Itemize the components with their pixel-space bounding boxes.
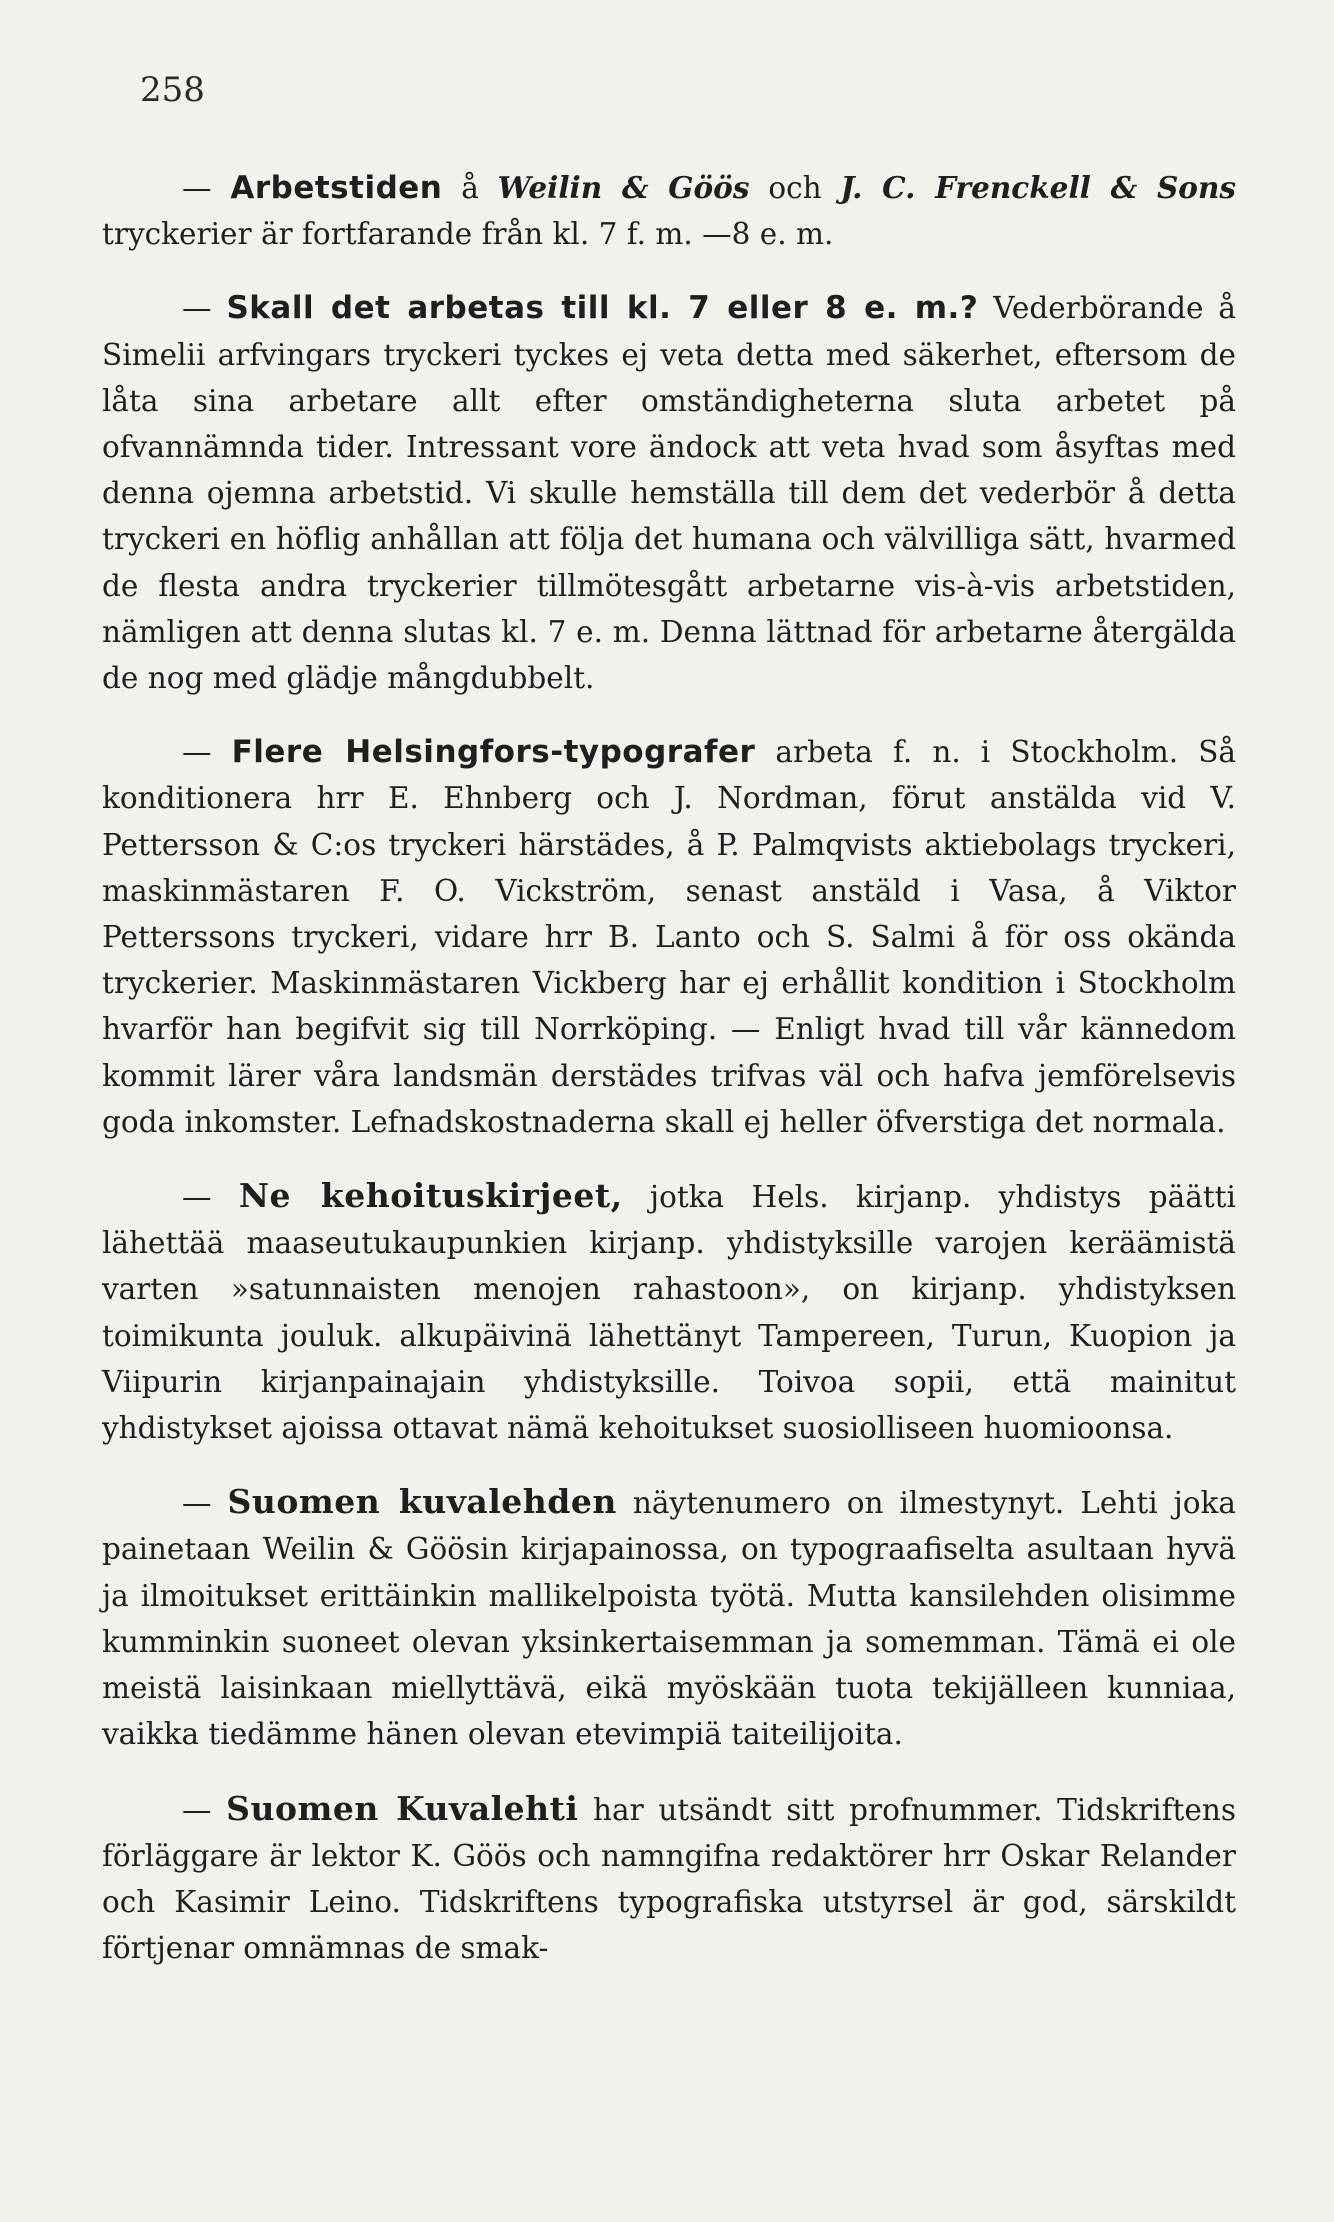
paragraph-dash: — [182,291,227,326]
article-paragraph [102,1479,1236,1757]
paragraph-dash: — [182,1180,239,1215]
article-paragraph [102,729,1236,1145]
paragraph-text: å [442,171,498,205]
paragraph-heading: Suomen Kuvalehti [226,1788,579,1828]
paragraph-dash: — [182,735,232,770]
paragraph-text: har utsändt sitt profnummer. Tidskriftens förläggare är lektor K. Göös och namngifna redaktörer hrr Oskar Relander och Kasimir Leino. Tidskriftens typografiska utstyrsel är god, särskildt förtjenar omnämnas de smak- [102,1792,1236,1966]
paragraph-heading: Flere Helsingfors-typografer [231,734,756,771]
emphasized-name: Weilin & Göös [497,170,750,205]
paragraph-dash: — [182,171,231,205]
article-paragraph [102,1173,1236,1451]
page-number: 258 [140,70,205,110]
paragraph-heading: Suomen kuvalehden [227,1482,617,1522]
article-column [102,165,1236,1999]
paragraph-heading: Skall det arbetas till kl. 7 eller 8 e. m.? [226,290,979,327]
article-paragraph [102,285,1236,701]
article-paragraph [102,1786,1236,1972]
paragraph-heading: Ne kehoituskirjeet, [238,1176,623,1216]
article-paragraph [102,165,1236,257]
paragraph-text: tryckerier är fortfarande från kl. 7 f. m. —8 e. m. [102,217,834,252]
paragraph-heading: Arbetstiden [230,170,443,206]
paragraph-text: näytenumero on ilmestynyt. Lehti joka painetaan Weilin & Göösin kirjapainossa, on typograafiselta asultaan hyvä ja ilmoitukset erittäinkin mallikelpoista työtä. Mutta kansilehden olisimme kumminkin suoneet olevan yksinkertaisemman ja somemman. Tämä ei ole meistä laisinkaan miellyttävä, eikä myöskään tuota tekijälleen kunniaa, vaikka tiedämme hänen olevan etevimpiä taiteilijoita. [102,1486,1236,1752]
paragraph-text: jotka Hels. kirjanp. yhdistys päätti lähettää maaseutukaupunkien kirjanp. yhdistyksille varojen keräämistä varten »satunnaisten menojen rahastoon», on kirjanp. yhdistyksen toimikunta jouluk. alkupäivinä lähettänyt Tampereen, Turun, Kuopion ja Viipurin kirjanpainajain yhdistyksille. Toivoa sopii, että mainitut yhdistykset ajoissa ottavat nämä kehoitukset suosiolliseen huomioonsa. [102,1180,1236,1446]
paragraph-text: och [749,171,841,205]
paragraph-dash: — [182,1792,227,1827]
paragraph-text: arbeta f. n. i Stockholm. Så konditionera hrr E. Ehnberg och J. Nordman, förut anstälda vid V. Pettersson & C:os tryckeri härstädes, å P. Palmqvists aktiebolags tryckeri, maskinmästaren F. O. Vickström, senast anstäld i Vasa, å Viktor Petterssons tryckeri, vidare hrr B. Lanto och S. Salmi å för oss okända tryckerier. Maskinmästaren Vickberg har ej erhållit kondition i Stockholm hvarför han begifvit sig till Norrköping. — Enligt hvad till vår kännedom kommit lärer våra landsmän derstädes trifvas väl och hafva jemförelsevis goda inkomster. Lefnadskostnaderna skall ej heller öfverstiga det normala. [102,735,1237,1139]
paragraph-dash: — [182,1486,228,1521]
paragraph-text: Vederbörande å Simelii arfvingars tryckeri tyckes ej veta detta med säkerhet, eftersom de låta sina arbetare allt efter omständigheterna sluta arbetet på ofvannämnda tider. Intressant vore ändock att veta hvad som åsyftas med denna ojemna arbetstid. Vi skulle hemställa till dem det vederbör å detta tryckeri en höflig anhållan att följa det humana och välvilliga sätt, hvarmed de flesta andra tryckerier tillmötesgått arbetarne vis-à-vis arbetstiden, nämligen att denna slutas kl. 7 e. m. Denna lättnad för arbetarne återgälda de nog med glädje mångdubbelt. [102,291,1236,696]
emphasized-name: J. C. Frenckell & Sons [840,170,1237,205]
